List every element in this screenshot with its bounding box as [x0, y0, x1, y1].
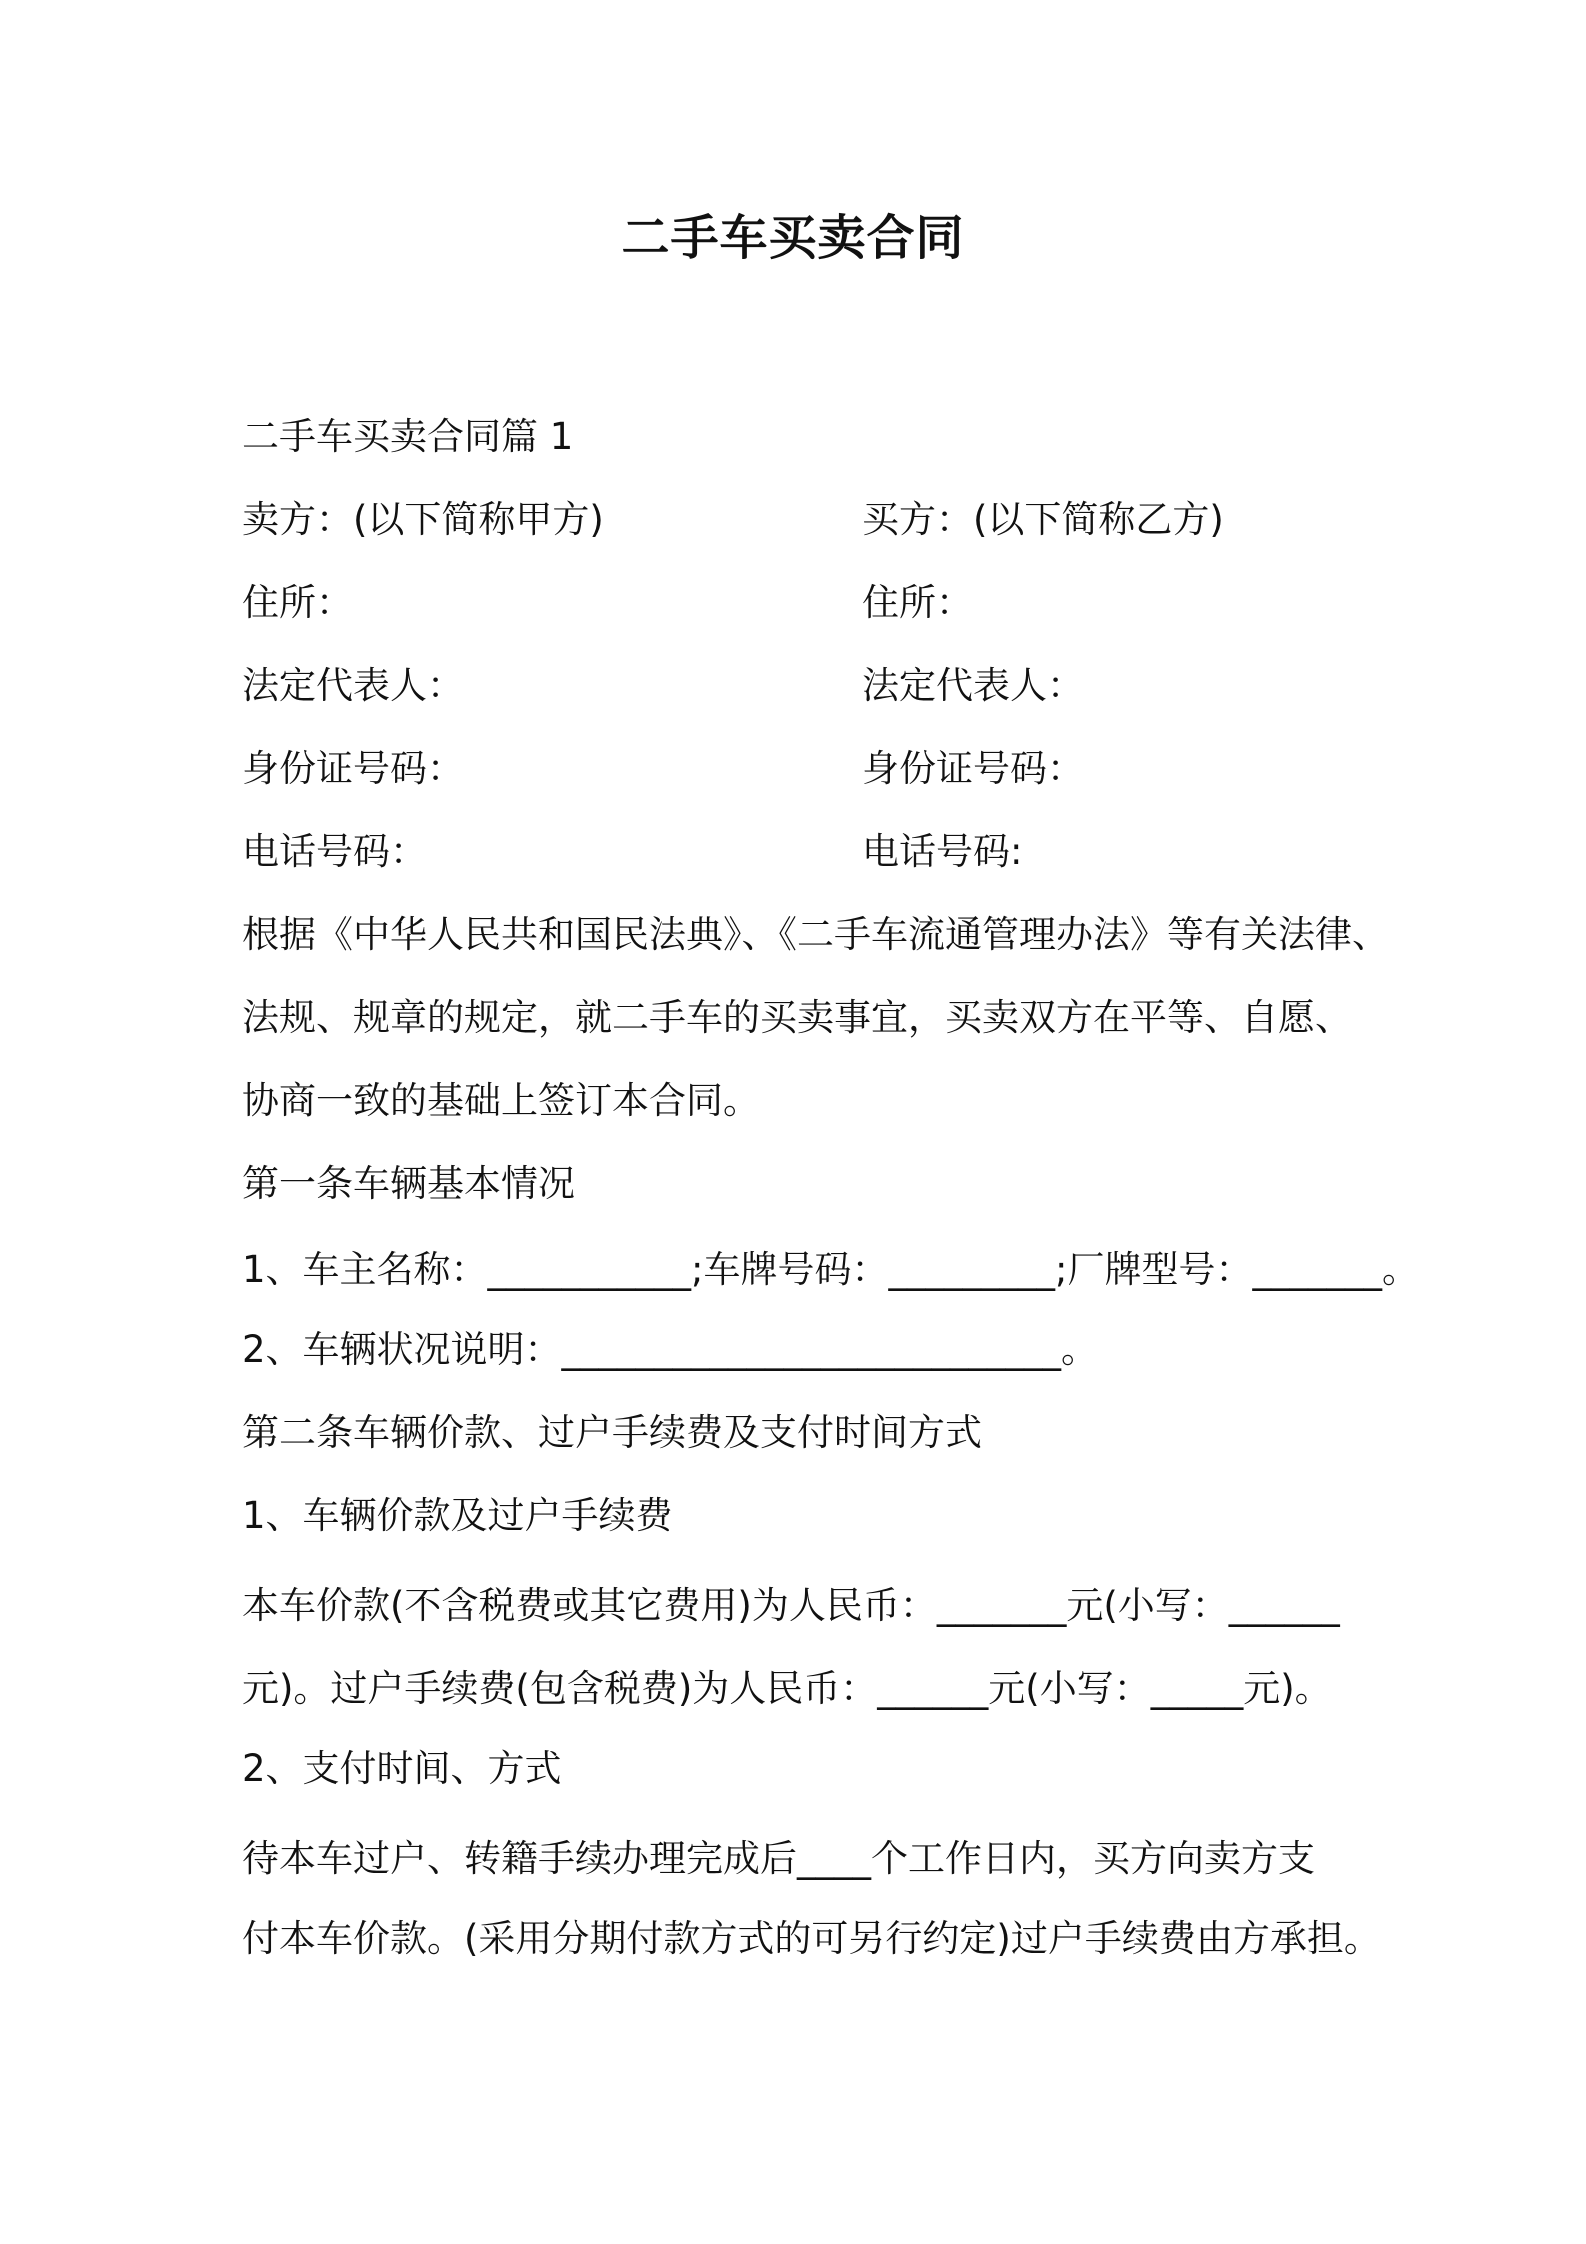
seller-id-label: 身份证号码： — [242, 747, 464, 790]
buyer-address-label: 住所： — [862, 581, 973, 624]
document-title: 二手车买卖合同 — [621, 210, 965, 266]
article2-heading: 第二条车辆价款、过户手续费及支付时间方式 — [242, 1411, 982, 1454]
price-line: 元)。过户手续费(包含税费)为人民币：______元(小写：_____元)。 — [242, 1667, 1332, 1710]
seller-address-label: 住所： — [242, 581, 353, 624]
payment-subheading: 2、支付时间、方式 — [242, 1747, 562, 1790]
price-subheading: 1、车辆价款及过户手续费 — [242, 1494, 673, 1537]
payment-line: 付本车价款。(采用分期付款方式的可另行约定)过户手续费由方承担。 — [242, 1917, 1381, 1960]
seller-representative-label: 法定代表人： — [242, 664, 464, 707]
buyer-id-label: 身份证号码： — [862, 747, 1084, 790]
vehicle-condition-line: 2、车辆状况说明：___________________________。 — [242, 1328, 1099, 1371]
contract-subtitle: 二手车买卖合同篇 1 — [242, 415, 574, 458]
price-line: 本车价款(不含税费或其它费用)为人民币：_______元(小写：______ — [242, 1584, 1340, 1627]
intro-line: 协商一致的基础上签订本合同。 — [242, 1079, 760, 1122]
seller-phone-label: 电话号码： — [242, 830, 427, 873]
buyer-phone-label: 电话号码: — [862, 830, 1023, 873]
vehicle-owner-line: 1、车主名称：___________;车牌号码：_________;厂牌型号：_______。 — [242, 1248, 1419, 1291]
seller-label: 卖方：(以下简称甲方) — [242, 498, 604, 541]
payment-line: 待本车过户、转籍手续办理完成后____个工作日内，买方向卖方支 — [242, 1837, 1315, 1880]
buyer-label: 买方：(以下简称乙方) — [862, 498, 1224, 541]
intro-line: 法规、规章的规定，就二手车的买卖事宜，买卖双方在平等、自愿、 — [242, 996, 1352, 1039]
buyer-representative-label: 法定代表人： — [862, 664, 1084, 707]
article1-heading: 第一条车辆基本情况 — [242, 1162, 575, 1205]
intro-line: 根据《中华人民共和国民法典》、《二手车流通管理办法》等有关法律、 — [242, 913, 1389, 956]
